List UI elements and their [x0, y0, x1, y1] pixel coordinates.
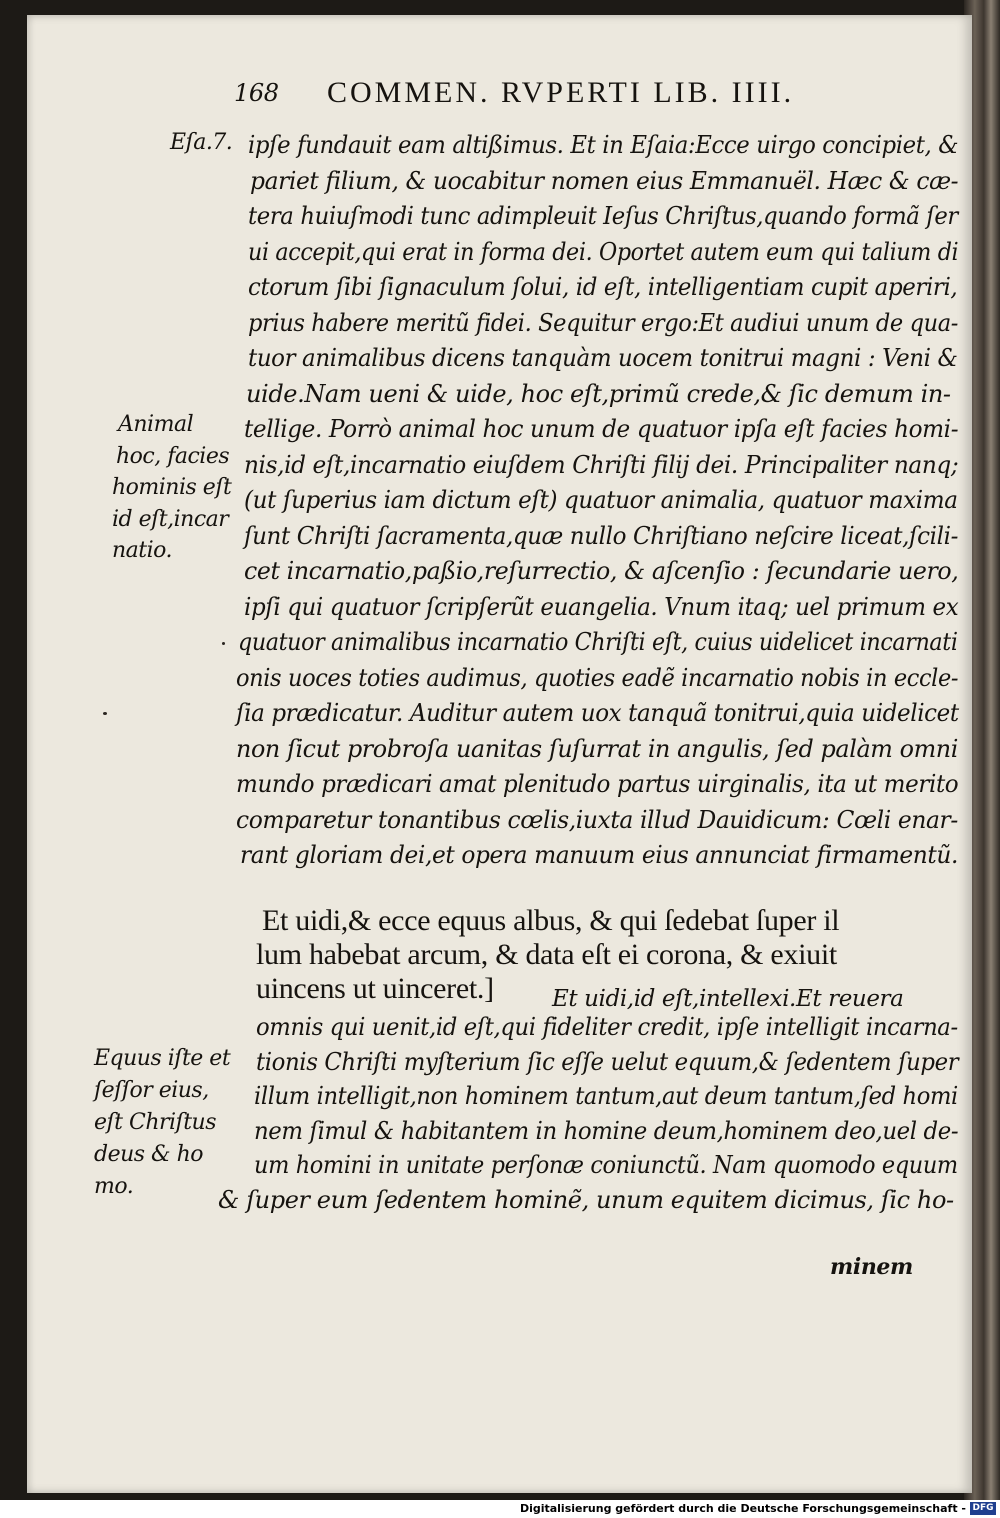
marginal-note-line: Animal: [118, 412, 194, 437]
body-line: (ut ſuperius iam dictum eſt) quatuor animalia, quatuor maxima: [244, 486, 958, 514]
running-title: COMMEN. RVPERTI LIB. IIII.: [327, 76, 795, 109]
marginal-note-line: hominis eſt: [112, 475, 232, 500]
marginal-note-line: hoc, facies: [116, 443, 230, 469]
body-line: ſia prædicatur. Auditur autem uox tanquã tonitrui,quia uidelicet: [236, 699, 959, 727]
body-line: non ſicut probroſa uanitas ſuſurrat in angulis, ſed palàm omni: [236, 734, 958, 763]
marginal-note-line: natio.: [112, 538, 173, 563]
catchword: minem: [830, 1254, 913, 1280]
body-line: ctorum ſibi ſignaculum ſolui, id eſt, intelligentiam cupit aperiri,: [248, 273, 958, 301]
lemma-line: uincens ut uinceret.]: [256, 972, 494, 1005]
body-line: uide.Nam ueni & uide, hoc eſt,primũ crede,& ſic demum in-: [246, 379, 951, 408]
marginal-note-line: eſt Chriſtus: [94, 1110, 216, 1135]
speck: [103, 712, 107, 715]
body-line: cet incarnatio,paßio,reſurrectio, & aſcenſio : ſecundarie uero,: [244, 557, 959, 585]
body-line: ipſe fundauit eam altißimus. Et in Eſaia:Ecce uirgo concipiet, &: [248, 131, 959, 159]
body-line: illum intelligit,non hominem tantum,aut deum tantum,ſed homi: [254, 1082, 958, 1110]
dfg-logo: DFG: [970, 1502, 996, 1515]
lemma-line: lum habebat arcum, & data eſt ei corona, & exiuit: [256, 938, 837, 971]
body-line: nem ſimul & habitantem in homine deum,hominem deo,uel de-: [254, 1116, 959, 1145]
body-line: omnis qui uenit,id eſt,qui fideliter credit, ipſe intelligit incarna-: [256, 1013, 958, 1041]
body-line: comparetur tonantibus cœlis,iuxta illud Dauidicum: Cœli enar-: [236, 805, 958, 834]
lemma-line: Et uidi,& ecce equus albus, & qui ſedebat ſuper il: [262, 904, 840, 937]
body-line: ipſi qui quatuor ſcripſerũt euangelia. Vnum itaq; uel primum ex: [244, 592, 959, 621]
body-line: um homini in unitate perſonæ coniunctũ. Nam quomodo equum: [254, 1151, 958, 1179]
body-line: rant gloriam dei,et opera manuum eius annunciat firmamentũ.: [240, 841, 959, 869]
body-line: tellige. Porrò animal hoc unum de quatuor ipſa eſt facies homi-: [244, 415, 959, 443]
body-line: tuor animalibus dicens tanquàm uocem tonitrui magni : Veni &: [248, 344, 958, 372]
marginal-note-line: mo.: [94, 1174, 134, 1199]
body-line: & ſuper eum ſedentem hominẽ, unum equitem dicimus, ſic ho-: [218, 1185, 954, 1214]
body-line: tionis Chriſti myſterium ſic eſſe uelut equum,& ſedentem ſuper: [256, 1047, 959, 1076]
marginal-note-line: Equus iſte et: [94, 1046, 231, 1071]
body-line: onis uoces toties audimus, quoties eadẽ incarnatio nobis in eccle-: [236, 663, 959, 692]
marginal-note-line: id eſt,incar: [112, 506, 229, 532]
marginal-reference: Eſa.7.: [170, 130, 233, 155]
marginal-note-line: ſeſſor eius,: [94, 1078, 209, 1103]
lemma-commentary-start: Et uidi,id eſt,intellexi.Et reuera: [552, 986, 904, 1012]
footer-credit: Digitalisierung gefördert durch die Deutsche Forschungsgemeinschaft -: [519, 1502, 966, 1515]
body-line: nis,id eſt,incarnatio eiuſdem Chriſti filij dei. Principaliter nanq;: [244, 450, 959, 479]
footer-bar: [0, 1500, 1000, 1518]
body-line: tera huiuſmodi tunc adimpleuit Ieſus Chriſtus,quando formã ſer: [248, 202, 958, 230]
marginal-note-line: deus & ho: [94, 1142, 204, 1167]
body-line: quatuor animalibus incarnatio Chriſti eſt, cuius uidelicet incarnati: [238, 628, 958, 656]
body-line: prius habere meritũ fidei. Sequitur ergo:Et audiui unum de qua-: [248, 308, 958, 337]
speck: [222, 642, 225, 645]
folio-number: 168: [234, 79, 279, 107]
body-line: ui accepit,qui erat in forma dei. Oportet autem eum qui talium di: [248, 237, 959, 266]
body-line: ſunt Chriſti ſacramenta,quæ nullo Chriſtiano neſcire liceat,ſcili-: [244, 521, 958, 550]
body-line: mundo prædicari amat plenitudo partus uirginalis, ita ut merito: [236, 770, 959, 798]
body-line: pariet filium, & uocabitur nomen eius Emmanuël. Hæc & cæ-: [250, 166, 959, 195]
